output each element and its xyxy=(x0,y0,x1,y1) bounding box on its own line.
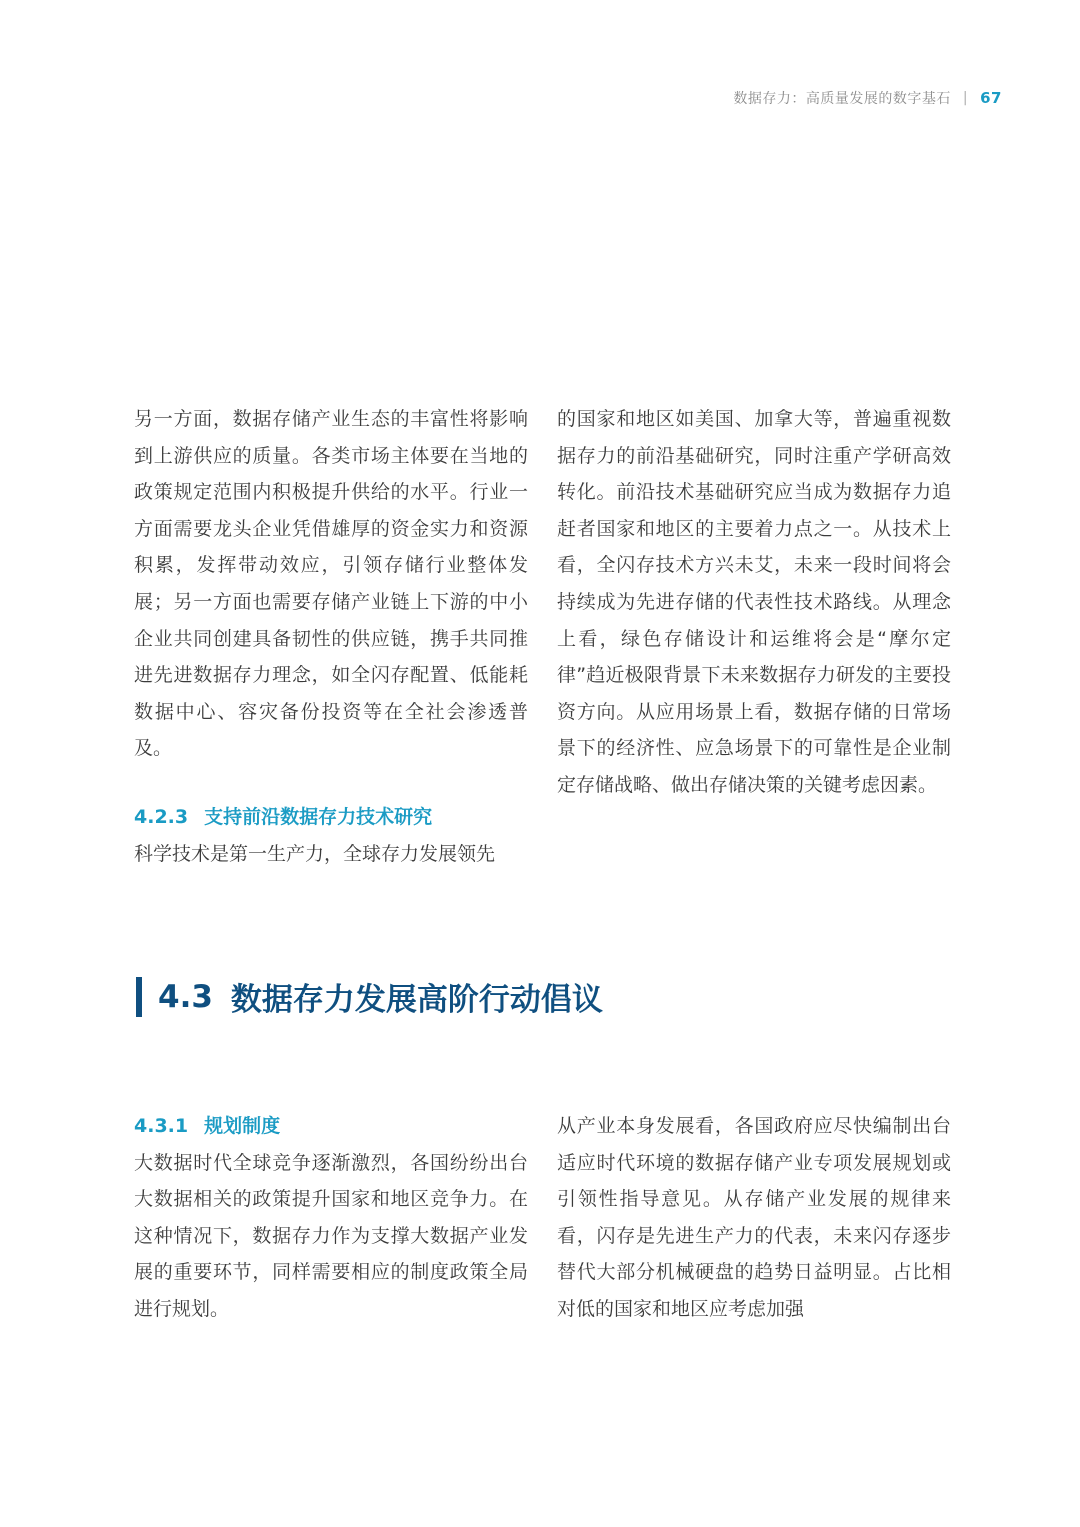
top-right-column xyxy=(557,401,951,804)
page-number: 67 xyxy=(980,89,1002,107)
bottom-right-column xyxy=(557,1108,951,1328)
section-number: 4.3 xyxy=(158,978,213,1015)
paragraph-big-data-competition: 大数据时代全球竞争逐渐激烈，各国纷纷出台大数据相关的政策提升国家和地区竞争力。在这种情况下，数据存力作为支撑大数据产业发展的重要环节，同样需要相应的制度政策全局进行规划。 xyxy=(134,1151,528,1320)
running-header xyxy=(733,88,1002,108)
subsection-number: 4.2.3 xyxy=(134,805,189,828)
section-title: 数据存力发展高阶行动倡议 xyxy=(230,982,603,1018)
section-heading-bar xyxy=(136,977,142,1017)
paragraph-industry-planning: 从产业本身发展看，各国政府应尽快编制出台适应时代环境的数据存储产业专项发展规划或引领性指导意见。从存储产业发展的规律来看，闪存是先进生产力的代表，未来闪存逐步替代大部分机械硬盘的趋势日益明显。占比相对低的国家和地区应考虑加强 xyxy=(557,1115,951,1320)
paragraph-science-start: 科学技术是第一生产力，全球存力发展领先 xyxy=(134,842,496,865)
bottom-left-column xyxy=(134,1108,528,1328)
paragraph-frontier-research: 的国家和地区如美国、加拿大等，普遍重视数据存力的前沿基础研究，同时注重产学研高效转化。前沿技术基础研究应当成为数据存力追赶者国家和地区的主要着力点之一。从技术上看，全闪存技术方兴未艾，未来一段时间将会持续成为先进存储的代表性技术路线。从理念上看，绿色存储设计和运维将会是“摩尔定律”趋近极限背景下未来数据存力研发的主要投资方向。从应用场景上看，数据存储的日常场景下的经济性、应急场景下的可靠性是企业制定存储战略、做出存储决策的关键考虑因素。 xyxy=(557,408,951,796)
subsection-title: 支持前沿数据存力技术研究 xyxy=(204,805,433,828)
top-left-column xyxy=(134,401,528,872)
subsection-title: 规划制度 xyxy=(204,1115,281,1137)
running-header-title: 数据存力：高质量发展的数字基石 xyxy=(733,91,951,107)
subsection-heading-4-3-1 xyxy=(134,1108,528,1145)
subsection-heading-4-2-3 xyxy=(134,799,528,836)
paragraph-ecosystem: 另一方面，数据存储产业生态的丰富性将影响到上游供应的质量。各类市场主体要在当地的政策规定范围内积极提升供给的水平。行业一方面需要龙头企业凭借雄厚的资金实力和资源积累，发挥带动效应，引领存储行业整体发展；另一方面也需要存储产业链上下游的中小企业共同创建具备韧性的供应链，携手共同推进先进数据存力理念，如全闪存配置、低能耗数据中心、容灾备份投资等在全社会渗透普及。 xyxy=(134,408,528,760)
subsection-number: 4.3.1 xyxy=(134,1115,189,1137)
running-header-separator: | xyxy=(962,90,969,106)
section-heading-4-3 xyxy=(136,974,603,1019)
